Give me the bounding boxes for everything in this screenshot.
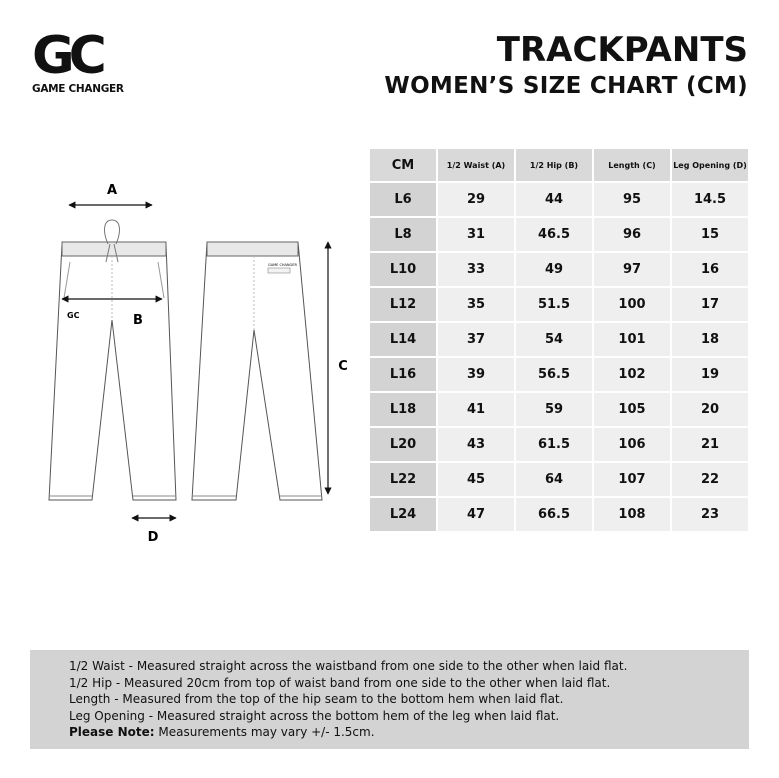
title-block <box>384 30 748 102</box>
header-cm: CM <box>370 149 436 181</box>
header-leg-opening: Leg Opening (D) <box>672 149 748 181</box>
table-cell: 41 <box>438 393 514 426</box>
table-cell: 23 <box>672 498 748 531</box>
table-row <box>370 358 748 391</box>
note-leg-opening: Leg Opening - Measured straight across the bottom hem of the leg when laid flat. <box>69 708 560 723</box>
table-cell: 59 <box>516 393 592 426</box>
table-cell: 102 <box>594 358 670 391</box>
table-cell: 20 <box>672 393 748 426</box>
table-cell: 43 <box>438 428 514 461</box>
table-cell: 51.5 <box>516 288 592 321</box>
table-cell: 45 <box>438 463 514 496</box>
front-pants-outline <box>49 242 176 500</box>
table-row <box>370 288 748 321</box>
table-cell: 101 <box>594 323 670 356</box>
table-row <box>370 183 748 216</box>
header-length: Length (C) <box>594 149 670 181</box>
table-cell: 100 <box>594 288 670 321</box>
page-subtitle: WOMEN’S SIZE CHART (CM) <box>384 73 748 99</box>
table-cell: 56.5 <box>516 358 592 391</box>
table-cell: 44 <box>516 183 592 216</box>
size-label: L16 <box>370 358 436 391</box>
table-row <box>370 323 748 356</box>
table-cell: 61.5 <box>516 428 592 461</box>
trackpants-diagram <box>40 170 360 560</box>
note-please <box>69 724 749 741</box>
table-header-row <box>370 149 748 181</box>
table-cell: 46.5 <box>516 218 592 251</box>
table-row <box>370 498 748 531</box>
note-waist: 1/2 Waist - Measured straight across the waistband from one side to the other when laid flat. <box>69 659 628 673</box>
table-cell: 97 <box>594 253 670 286</box>
page-title: TRACKPANTS <box>496 30 748 70</box>
table-cell: 18 <box>672 323 748 356</box>
size-label: L24 <box>370 498 436 531</box>
table-row <box>370 393 748 426</box>
table-cell: 22 <box>672 463 748 496</box>
label-b: B <box>133 313 143 328</box>
label-a: A <box>106 183 118 198</box>
table-cell: 39 <box>438 358 514 391</box>
table-cell: 15 <box>672 218 748 251</box>
table-cell: 108 <box>594 498 670 531</box>
table-cell: 19 <box>672 358 748 391</box>
size-chart-table <box>368 147 750 533</box>
pant-logo: GC <box>67 311 80 320</box>
size-label: L10 <box>370 253 436 286</box>
header-hip: 1/2 Hip (B) <box>516 149 592 181</box>
logo-mark: GC <box>32 26 101 86</box>
size-label: L6 <box>370 183 436 216</box>
back-pants-outline <box>192 242 322 500</box>
size-label: L18 <box>370 393 436 426</box>
table-row <box>370 253 748 286</box>
size-label: L14 <box>370 323 436 356</box>
table-cell: 96 <box>594 218 670 251</box>
table-cell: 47 <box>438 498 514 531</box>
brand-logo <box>32 26 132 95</box>
table-cell: 95 <box>594 183 670 216</box>
table-cell: 31 <box>438 218 514 251</box>
table-row <box>370 428 748 461</box>
table-cell: 14.5 <box>672 183 748 216</box>
please-note-text: Measurements may vary +/- 1.5cm. <box>154 725 375 739</box>
table-cell: 66.5 <box>516 498 592 531</box>
please-note-label: Please Note: <box>69 725 155 739</box>
table-cell: 16 <box>672 253 748 286</box>
table-row <box>370 463 748 496</box>
table-cell: 64 <box>516 463 592 496</box>
table-cell: 49 <box>516 253 592 286</box>
size-label: L22 <box>370 463 436 496</box>
header-waist: 1/2 Waist (A) <box>438 149 514 181</box>
table-row <box>370 218 748 251</box>
table-cell: 106 <box>594 428 670 461</box>
table-cell: 29 <box>438 183 514 216</box>
table-cell: 17 <box>672 288 748 321</box>
label-c: C <box>338 359 348 374</box>
label-d: D <box>147 530 159 545</box>
measurement-notes <box>30 650 749 749</box>
note-length: Length - Measured from the top of the hip seam to the bottom hem when laid flat. <box>69 692 564 706</box>
table-cell: 105 <box>594 393 670 426</box>
back-tag: GAME CHANGER <box>268 263 297 267</box>
size-label: L8 <box>370 218 436 251</box>
table-cell: 33 <box>438 253 514 286</box>
logo-text: GAME CHANGER <box>32 83 124 95</box>
note-hip: 1/2 Hip - Measured 20cm from top of waist band from one side to the other when laid flat. <box>69 675 611 690</box>
size-label: L20 <box>370 428 436 461</box>
table-cell: 107 <box>594 463 670 496</box>
table-cell: 35 <box>438 288 514 321</box>
table-cell: 21 <box>672 428 748 461</box>
table-cell: 37 <box>438 323 514 356</box>
size-label: L12 <box>370 288 436 321</box>
table-cell: 54 <box>516 323 592 356</box>
